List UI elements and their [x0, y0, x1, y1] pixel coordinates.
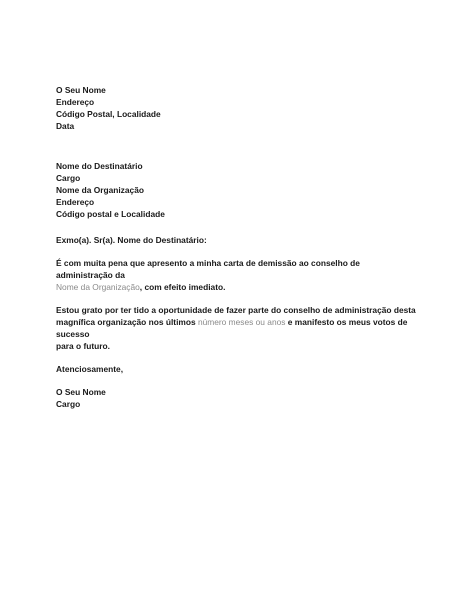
salutation: Exmo(a). Sr(a). Nome do Destinatário:: [56, 235, 207, 245]
paragraph-2-line-3: para o futuro.: [56, 341, 110, 351]
signature-name: O Seu Nome: [56, 387, 106, 397]
sender-date: Data: [56, 121, 75, 131]
duration-placeholder: número meses ou anos: [197, 317, 286, 327]
sender-address: Endereço: [56, 97, 95, 107]
paragraph-2-line-1: Estou grato por ter tido a oportunidade de fazer parte do conselho de administração desta: [56, 305, 416, 315]
recipient-address: Endereço: [56, 197, 95, 207]
sender-block: [56, 84, 416, 132]
paragraph-1-line-1: É com muita pena que apresento a minha carta de demissão ao conselho de administração da: [56, 258, 360, 280]
paragraph-2: [56, 304, 416, 352]
sender-name: O Seu Nome: [56, 85, 106, 95]
paragraph-2-line-2-end: e manifesto os meus votos de sucesso: [56, 317, 408, 339]
sender-postal: Código Postal, Localidade: [56, 109, 161, 119]
recipient-postal: Código postal e Localidade: [56, 209, 165, 219]
organization-name-placeholder: Nome da Organização: [56, 282, 140, 292]
closing-block: [56, 363, 416, 375]
salutation-block: [56, 234, 416, 246]
recipient-block: [56, 160, 416, 220]
recipient-organization: Nome da Organização: [56, 185, 144, 195]
recipient-name: Nome do Destinatário: [56, 161, 143, 171]
recipient-position: Cargo: [56, 173, 81, 183]
resignation-letter: [56, 84, 416, 410]
paragraph-2-line-2-start: magnífica organização nos últimos: [56, 317, 198, 327]
paragraph-1-line-2-end: , com efeito imediato.: [139, 282, 226, 292]
signature-position: Cargo: [56, 399, 81, 409]
paragraph-1-line-2: [56, 281, 416, 293]
signature-block: [56, 386, 416, 410]
paragraph-2-line-2: [56, 316, 416, 340]
paragraph-1: [56, 257, 416, 293]
closing: Atenciosamente,: [56, 364, 124, 374]
